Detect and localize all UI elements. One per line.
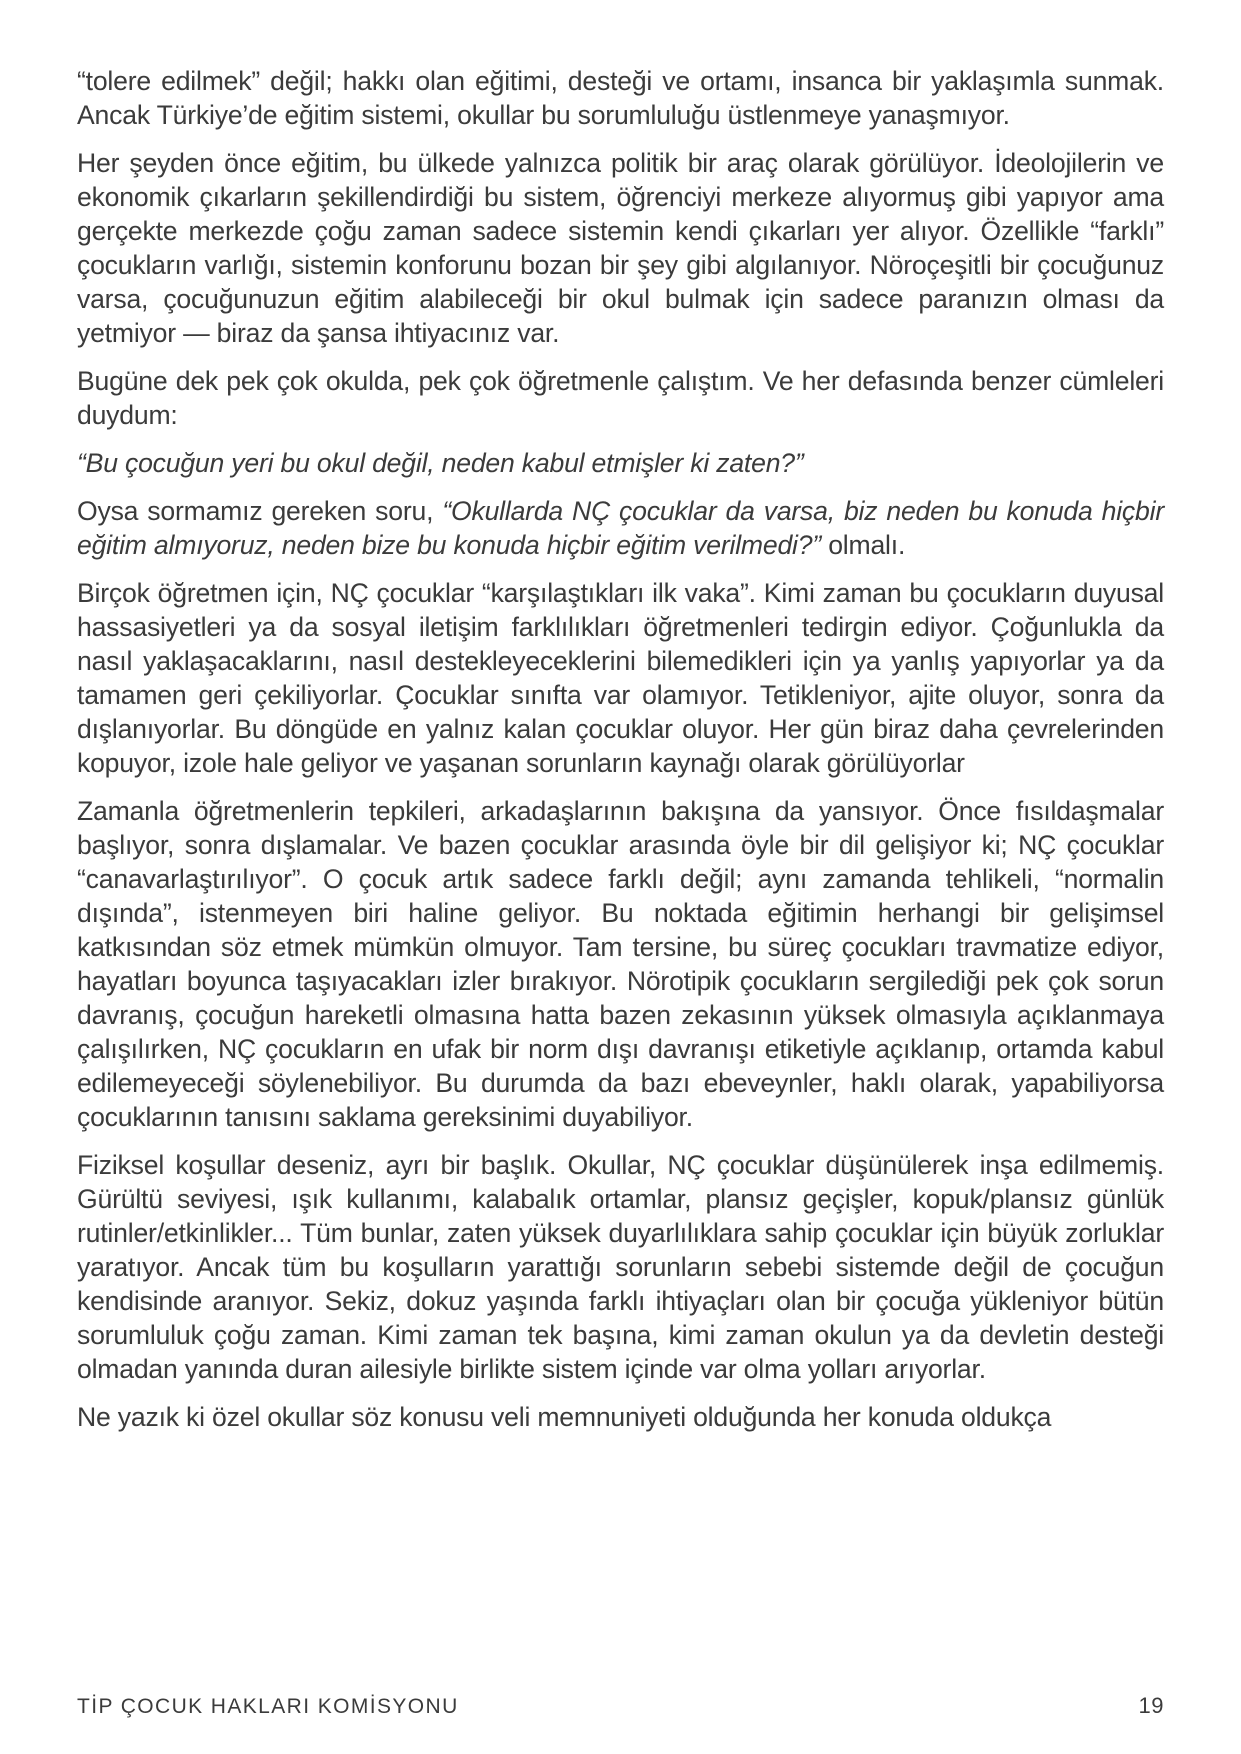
paragraph bbox=[77, 146, 1164, 350]
page-footer bbox=[77, 1693, 1164, 1719]
body-text: olmalı. bbox=[821, 530, 906, 560]
body-text: Fiziksel koşullar deseniz, ayrı bir başlık. Okullar, NÇ çocuklar düşünülerek inşa edilmemiş. Gürültü seviyesi, ışık kullanımı, kalabalık ortamlar, plansız geçişler, kopuk/plansız günlük rutinler/etkinlikler... Tüm bunlar, zaten yüksek duyarlılıklara sahip çocuklar için büyük zorluklar yaratıyor. Ancak tüm bu koşulların yarattığı sorunların sebebi sistemde değil de çocuğun kendisinde aranıyor. Sekiz, dokuz yaşında farklı ihtiyaçları olan bir çocuğa yükleniyor bütün sorumluluk çoğu zaman. Kimi zaman tek başına, kimi zaman okulun ya da devletin desteği olmadan yanında duran ailesiyle birlikte sistem içinde var olma yolları arıyorlar. bbox=[77, 1150, 1164, 1384]
paragraph bbox=[77, 494, 1164, 562]
paragraph bbox=[77, 364, 1164, 432]
body-text: Ne yazık ki özel okullar söz konusu veli memnuniyeti olduğunda her konuda oldukça bbox=[77, 1402, 1052, 1432]
body-text: “tolere edilmek” değil; hakkı olan eğitimi, desteği ve ortamı, insanca bir yaklaşımla sunmak. Ancak Türkiye’de eğitim sistemi, okullar bu sorumluluğu üstlenmeye yanaşmıyor. bbox=[77, 66, 1164, 130]
body-text: Her şeyden önce eğitim, bu ülkede yalnızca politik bir araç olarak görülüyor. İdeolojilerin ve ekonomik çıkarların şekillendirdiği bu sistem, öğrenciyi merkeze alıyormuş gibi yapıyor ama gerçekte merkezde çoğu zaman sadece sistemin kendi çıkarları yer alıyor. Özellikle “farklı” çocukların varlığı, sistemin konforunu bozan bir şey gibi algılanıyor. Nöroçeşitli bir çocuğunuz varsa, çocuğunuzun eğitim alabileceği bir okul bulmak için sadece paranızın olması da yetmiyor — biraz da şansa ihtiyacınız var. bbox=[77, 148, 1164, 348]
page-number: 19 bbox=[1138, 1693, 1164, 1718]
quote-text: “Okullarda NÇ çocuklar da varsa, biz neden bu konuda hiçbir eğitim almıyoruz, neden bize bu konuda hiçbir eğitim verilmedi?” bbox=[77, 496, 1164, 560]
quote-text: “Bu çocuğun yeri bu okul değil, neden kabul etmişler ki zaten?” bbox=[77, 448, 804, 478]
paragraph bbox=[77, 794, 1164, 1134]
body-text: Oysa sormamız gereken soru, bbox=[77, 496, 443, 526]
body-text: Bugüne dek pek çok okulda, pek çok öğretmenle çalıştım. Ve her defasında benzer cümleleri duydum: bbox=[77, 366, 1164, 430]
paragraph bbox=[77, 576, 1164, 780]
paragraph bbox=[77, 446, 1164, 480]
footer-commission-title: TİP ÇOCUK HAKLARI KOMİSYONU bbox=[77, 1695, 459, 1718]
paragraph bbox=[77, 1148, 1164, 1386]
article-body bbox=[77, 64, 1164, 1448]
paragraph bbox=[77, 64, 1164, 132]
body-text: Zamanla öğretmenlerin tepkileri, arkadaşlarının bakışına da yansıyor. Önce fısıldaşmalar başlıyor, sonra dışlamalar. Ve bazen çocuklar arasında öyle bir dil gelişiyor ki; NÇ çocuklar “canavarlaştırılıyor”. O çocuk artık sadece farklı değil; aynı zamanda tehlikeli, “normalin dışında”, istenmeyen biri haline geliyor. Bu noktada eğitimin herhangi bir gelişimsel katkısından söz etmek mümkün olmuyor. Tam tersine, bu süreç çocukları travmatize ediyor, hayatları boyunca taşıyacakları izler bırakıyor. Nörotipik çocukların sergilediği pek çok sorun davranış, çocuğun hareketli olmasına hatta bazen zekasının yüksek olmasıyla açıklanmaya çalışılırken, NÇ çocukların en ufak bir norm dışı davranışı etiketiyle açıklanıp, ortamda kabul edilemeyeceği söylenebiliyor. Bu durumda da bazı ebeveynler, haklı olarak, yapabiliyorsa çocuklarının tanısını saklama gereksinimi duyabiliyor. bbox=[77, 796, 1164, 1132]
paragraph bbox=[77, 1400, 1164, 1434]
body-text: Birçok öğretmen için, NÇ çocuklar “karşılaştıkları ilk vaka”. Kimi zaman bu çocukların duyusal hassasiyetleri ya da sosyal iletişim farklılıkları öğretmenleri tedirgin ediyor. Çoğunlukla da nasıl yaklaşacaklarını, nasıl destekleyeceklerini bilemedikleri için ya yanlış yapıyorlar ya da tamamen geri çekiliyorlar. Çocuklar sınıfta var olamıyor. Tetikleniyor, ajite oluyor, sonra da dışlanıyorlar. Bu döngüde en yalnız kalan çocuklar oluyor. Her gün biraz daha çevrelerinden kopuyor, izole hale geliyor ve yaşanan sorunların kaynağı olarak görülüyorlar bbox=[77, 578, 1164, 778]
